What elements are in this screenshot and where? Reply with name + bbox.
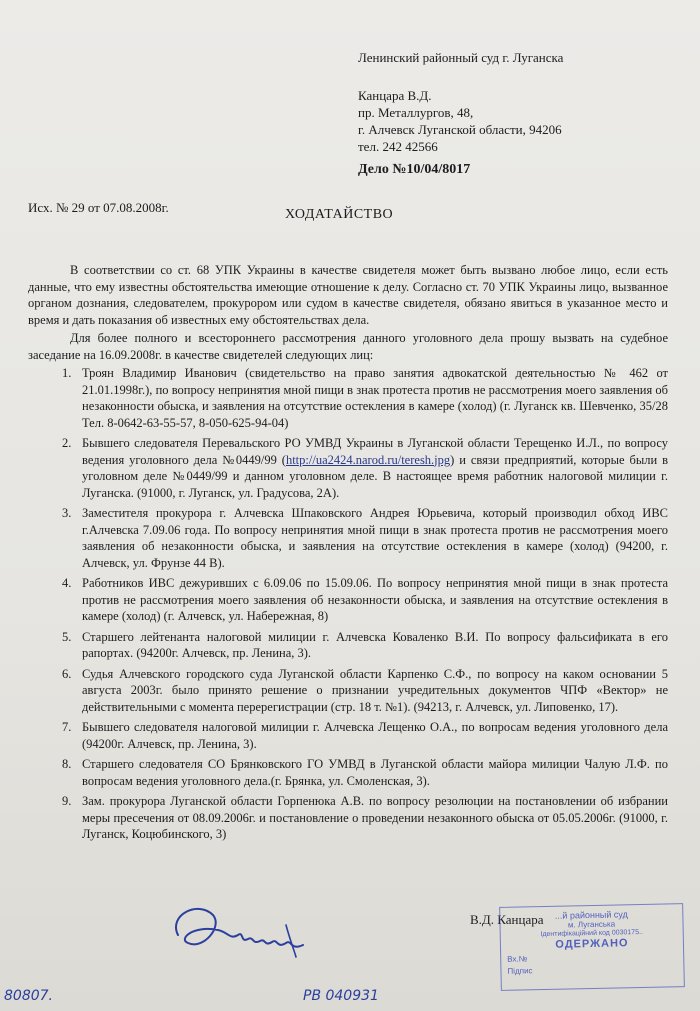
handwritten-note-middle: PB 040931 [303, 988, 379, 1004]
court-name: Ленинский районный суд г. Луганска [358, 50, 564, 65]
item-link[interactable]: http://ua2424.narod.ru/teresh.jpg [285, 452, 451, 467]
item-text: Зам. прокурора Луганской области Горпенюка А.В. по вопросу резолюции на постановлении об избрании меры пресечения от 08.09.2006г. и постановление о проведении незаконного обыска от 05.05.2006г. (91000, г. Луганск, Коцюбинского, 3) [82, 794, 668, 841]
item-text: Работников ИВС дежуривших с 6.09.06 по 15.09.06. По вопросу непринятия мной пищи в знак протеста против не рассмотрения моего заявления об незаконности обыска, и заявления на отсутствие остекления в камере (холод) (г. Алчевск, ул. Набережная, 8) [82, 576, 668, 623]
stamp-line-4: ОДЕРЖАНО [555, 937, 629, 951]
case-number: Дело №10/04/8017 [358, 162, 471, 177]
paragraph-1: В соответствии со ст. 68 УПК Украины в качестве свидетеля может быть вызвано любое лицо, если есть данные, что ему известны обстоятельства имеющие отношение к делу. Согласно ст. 70 УПК Украины лицо, вызванное органом дознания, следователем, прокурором или судом в качестве свидетеля, обязано явиться в указанное место и время и дать показания об известных ему обстоятельствах дела. [28, 263, 668, 327]
outgoing-number: Исх. № 29 от 07.08.2008г. [28, 200, 169, 215]
paragraph-2: Для более полного и всестороннего рассмотрения данного уголовного дела прошу вызвать на судебное заседание на 16.09.2008г. в качестве свидетелей следующих лиц: [28, 331, 668, 362]
item-text: Бывшего следователя налоговой милиции г. Алчевска Лещенко О.А., по вопросам ведения уголовного дела (94200г. Алчевск, пр. Ленина, 3). [82, 720, 668, 751]
list-item [28, 793, 668, 843]
item-text: Судья Алчевского городского суда Луганской области Карпенко С.Ф., по вопросу на каком основании 5 августа 2003г. было принято решение о признании учредительных документов ЧПФ «Вектор» не действительными с момента перерегистрации (стр. 18 т. №1). (94213, г. Алчевск, ул. Липовенко, 17). [82, 666, 668, 714]
item-number: 6. [62, 666, 72, 681]
item-text-after: ) и связи предприятий, которые были в уголовном деле №0449/99 и данном уголовном деле. В настоящее время работник налоговой милиции г. Луганска. (91000, г. Луганск, ул. Градусова, 2А). [82, 452, 668, 500]
document-title: ХОДАТАЙСТВО [285, 207, 394, 222]
signature-name: В.Д. Канцара [470, 912, 544, 927]
list-item [28, 756, 668, 789]
applicant-block [358, 87, 562, 155]
item-text: Заместителя прокурора г. Алчевска Шпаковского Андрея Юрьевича, который производил обход ИВС г.Алчевска 7.09.06 года. По вопросу непринятия мной пищи в знак протеста против не рассмотрения моего заявления об незаконности обыска, и заявления на отсутствие остекления в камере (холод) (94200, г. Алчевск, ул. Фрунзе 44 В). [82, 506, 668, 570]
item-number: 7. [62, 720, 72, 734]
list-item [28, 435, 668, 501]
item-number: 9. [62, 794, 72, 808]
applicant-name: Канцара В.Д. [358, 88, 432, 103]
court-received-stamp [499, 903, 685, 991]
stamp-line-2: м. Луганська [567, 919, 616, 930]
list-item [28, 629, 668, 662]
item-number: 8. [62, 757, 72, 771]
witness-list [28, 365, 668, 843]
item-number: 4. [62, 576, 72, 590]
stamp-line-3: Ідентифікаційний код 0030175.. [540, 928, 644, 939]
list-item [28, 666, 668, 716]
address-line-1: пр. Металлургов, 48, [358, 105, 474, 120]
list-item [28, 365, 668, 431]
document-body [28, 262, 668, 847]
stamp-line-5: Вх.№ [507, 954, 528, 964]
item-number: 2. [62, 436, 72, 450]
phone: тел. 242 42566 [358, 139, 438, 154]
handwritten-signature [168, 895, 328, 965]
address-line-2: г. Алчевск Луганской области, 94206 [358, 122, 562, 137]
item-number: 5. [62, 629, 72, 644]
item-number: 3. [62, 506, 72, 520]
list-item [28, 505, 668, 571]
item-text: Троян Владимир Иванович (свидетельство на право занятия адвокатской деятельностью № 462 от 21.01.1998г.), по вопросу непринятия мной пищи в знак протеста против не рассмотрения моего заявления об незаконности обыска, и заявления на отсутствие остекления в камере (холод) (г. Луганск кв. Шевченко, 35/28 Тел. 8-0642-63-55-57, 8-050-625-94-04) [82, 366, 668, 430]
list-item [28, 575, 668, 625]
stamp-line-1: ...й районный суд [554, 909, 628, 921]
stamp-line-6: Підпис [507, 966, 533, 976]
item-text-before: Бывшего следователя Перевальского РО УМВД Украины в Луганской области Терещенко И.Л., по вопросу ведения уголовного дела №0449/99 ( [82, 436, 668, 467]
handwritten-note-left: 80807. [4, 988, 53, 1004]
item-text: Старшего следователя СО Брянковского ГО УМВД в Луганской области майора милиции Чалую Л.Ф. по вопросам ведения уголовного дела.(г. Брянка, ул. Смоленская, 3). [82, 757, 668, 788]
list-item [28, 719, 668, 752]
item-number: 1. [62, 366, 72, 380]
item-text: Старшего лейтенанта налоговой милиции г. Алчевска Коваленко В.И. По вопросу фальсификата в его рапортах. (94200г. Алчевск, пр. Ленина, 3). [82, 629, 668, 660]
